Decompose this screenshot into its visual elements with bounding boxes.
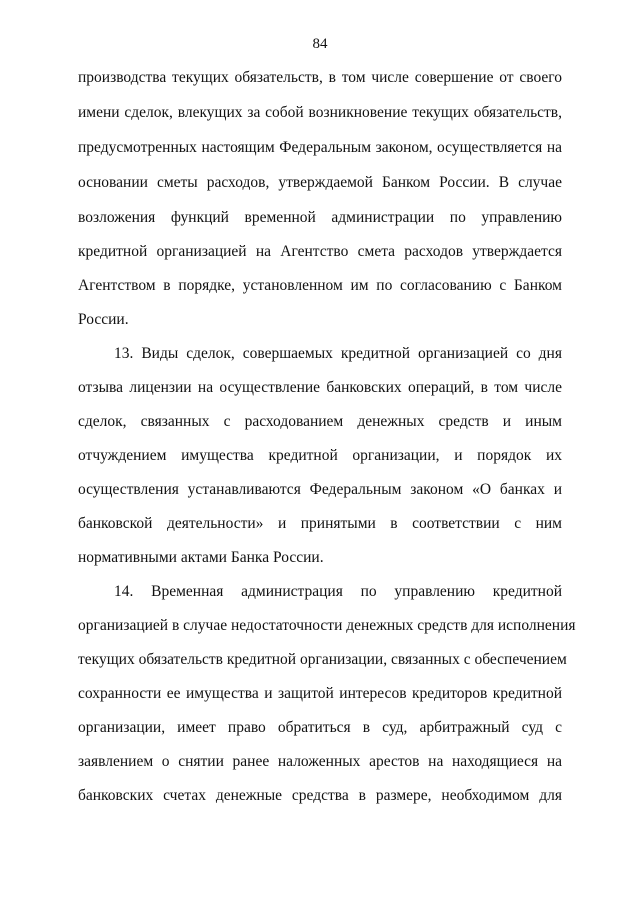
text-line: сделок, связанных с расходованием денежных средств и иным xyxy=(78,413,562,430)
text-line: возложения функций временной администрации по управлению xyxy=(78,209,562,226)
text-line: 14. Временная администрация по управлению кредитной xyxy=(114,583,562,600)
text-line: нормативными актами Банка России. xyxy=(78,549,324,566)
text-line: осуществления устанавливаются Федеральным законом «О банках и xyxy=(78,481,562,498)
text-line: банковских счетах денежные средства в размере, необходимом для xyxy=(78,787,562,804)
text-line: кредитной организацией на Агентство смета расходов утверждается xyxy=(78,243,562,260)
text-line: предусмотренных настоящим Федеральным законом, осуществляется на xyxy=(78,139,562,156)
text-line: отчуждением имущества кредитной организации, и порядок их xyxy=(78,447,562,464)
text-line: заявлением о снятии ранее наложенных арестов на находящиеся на xyxy=(78,753,562,770)
text-line: Агентством в порядке, установленном им по согласованию с Банком xyxy=(78,277,562,294)
text-line: производства текущих обязательств, в том числе совершение от своего xyxy=(78,69,562,86)
text-line: текущих обязательств кредитной организации, связанных с обеспечением xyxy=(78,651,567,668)
text-line: банковской деятельности» и принятыми в соответствии с ним xyxy=(78,515,562,532)
text-line: основании сметы расходов, утверждаемой Банком России. В случае xyxy=(78,174,562,191)
text-line: сохранности ее имущества и защитой интересов кредиторов кредитной xyxy=(78,685,562,702)
text-line: отзыва лицензии на осуществление банковских операций, в том числе xyxy=(78,379,562,396)
text-line: организации, имеет право обратиться в суд, арбитражный суд с xyxy=(78,719,562,736)
text-line: организацией в случае недостаточности денежных средств для исполнения xyxy=(78,617,576,634)
page-number: 84 xyxy=(312,36,328,52)
text-line: 13. Виды сделок, совершаемых кредитной организацией со дня xyxy=(114,345,562,362)
text-line: России. xyxy=(78,311,129,328)
text-line: имени сделок, влекущих за собой возникновение текущих обязательств, xyxy=(78,104,562,121)
